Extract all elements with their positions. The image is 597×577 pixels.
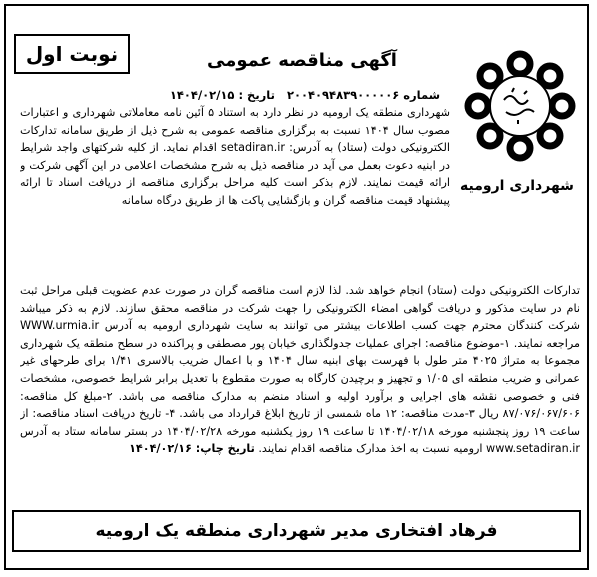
notice-date: تاریخ : ۱۴۰۴/۰۲/۱۵ bbox=[169, 88, 275, 102]
notice-body bbox=[20, 282, 580, 506]
notice-number: شماره ۲۰۰۴۰۹۴۸۳۹۰۰۰۰۰۶ bbox=[286, 88, 440, 102]
municipality-caption: شهرداری ارومیه bbox=[460, 178, 574, 194]
notice-title: آگهی مناقصه عمومی bbox=[207, 50, 397, 71]
signature-box: فرهاد افتخاری مدیر شهرداری منطقه یک ارومیه bbox=[12, 510, 581, 552]
notice-body-top: شهرداری منطقه یک ارومیه در نظر دارد به استناد ۵ آئین نامه معاملاتی شهرداری و اعتبارات مصوب سال ۱۴۰۴ نسبت به برگزاری مناقصه عمومی به شرح ذیل از طریق سامانه تدارکات الکترونیکی دولت (ستاد) به آدرس: setadiran.ir اقدام نماید. از کلیه شرکتهای واجد شرایط در ابنیه دعوت بعمل می آید در مناقصه ذیل به شرح مشخصات اعلامی در این آگهی شرکت و ارائه قیمت نمایند. لازم بذکر است کلیه مراحل برگزاری مناقصه از دریافت اسناد تا ارائه پیشنهاد قیمت مناقصه گران و بازگشایی پاکت ها از طریق درگاه سامانه bbox=[20, 106, 450, 207]
print-date: تاریخ چاپ: ۱۴۰۴/۰۲/۱۶ bbox=[129, 442, 255, 456]
turn-badge: نوبت اول bbox=[14, 34, 130, 74]
notice-meta bbox=[142, 88, 440, 102]
municipality-logo-icon bbox=[464, 50, 576, 162]
notice-body-text: تدارکات الکترونیکی دولت (ستاد) انجام خواهد شد. لذا لازم است مناقصه گران در صورت عدم عضویت قبلی مراحل ثبت نام در سایت مذکور و دریافت گواهی امضاء الکترونیکی را جهت شرکت در مناقصه محقق سازند. لازم به ذکر میباشد شرکت کنندگان محترم جهت کسب اطلاعات بیشتر می توانند به سایت شهرداری ارومیه به آدرس WWW.urmia.ir مراجعه نمایند. ۱-موضوع مناقصه: اجرای عملیات جدولگذاری خیابان پور مصطفی و پراکنده در سطح منطقه یک شهرداری مجموعا به متراژ ۴۰۲۵ متر طول با فهرست بهای ابنیه سال ۱۴۰۴ و با اعمال ضریب بالاسری ۱/۴۱ برای طرحهای غیر عمرانی و ضریب منطقه ای ۱/۰۵ و تجهیز و برچیدن کارگاه به صورت مقطوع با تعدیل برابر شرایط خصوصی، مشخصات فنی و خصوصی نقشه های اجرایی و برآورد اولیه و اسناد منضم به مدارک مناقصه می باشد. ۲-مبلغ کل مناقصه: ۸۷/۰۷۶/۰۶۷/۶۰۶ ریال ۳-مدت مناقصه: ۱۲ ماه شمسی از تاریخ ابلاغ قرارداد می باشد. ۴- تاریخ دریافت اسناد مناقصه: از ساعت ۱۹ روز پنجشنبه مورخه ۱۴۰۴/۰۲/۱۸ تا ساعت ۱۹ روز یکشنبه مورخه ۱۴۰۴/۰۲/۲۸ در بستر سامانه ستاد به آدرس www.setadiran.ir ارومیه نسبت به اخذ مدارک مناقصه اقدام نمایند. bbox=[20, 284, 580, 456]
